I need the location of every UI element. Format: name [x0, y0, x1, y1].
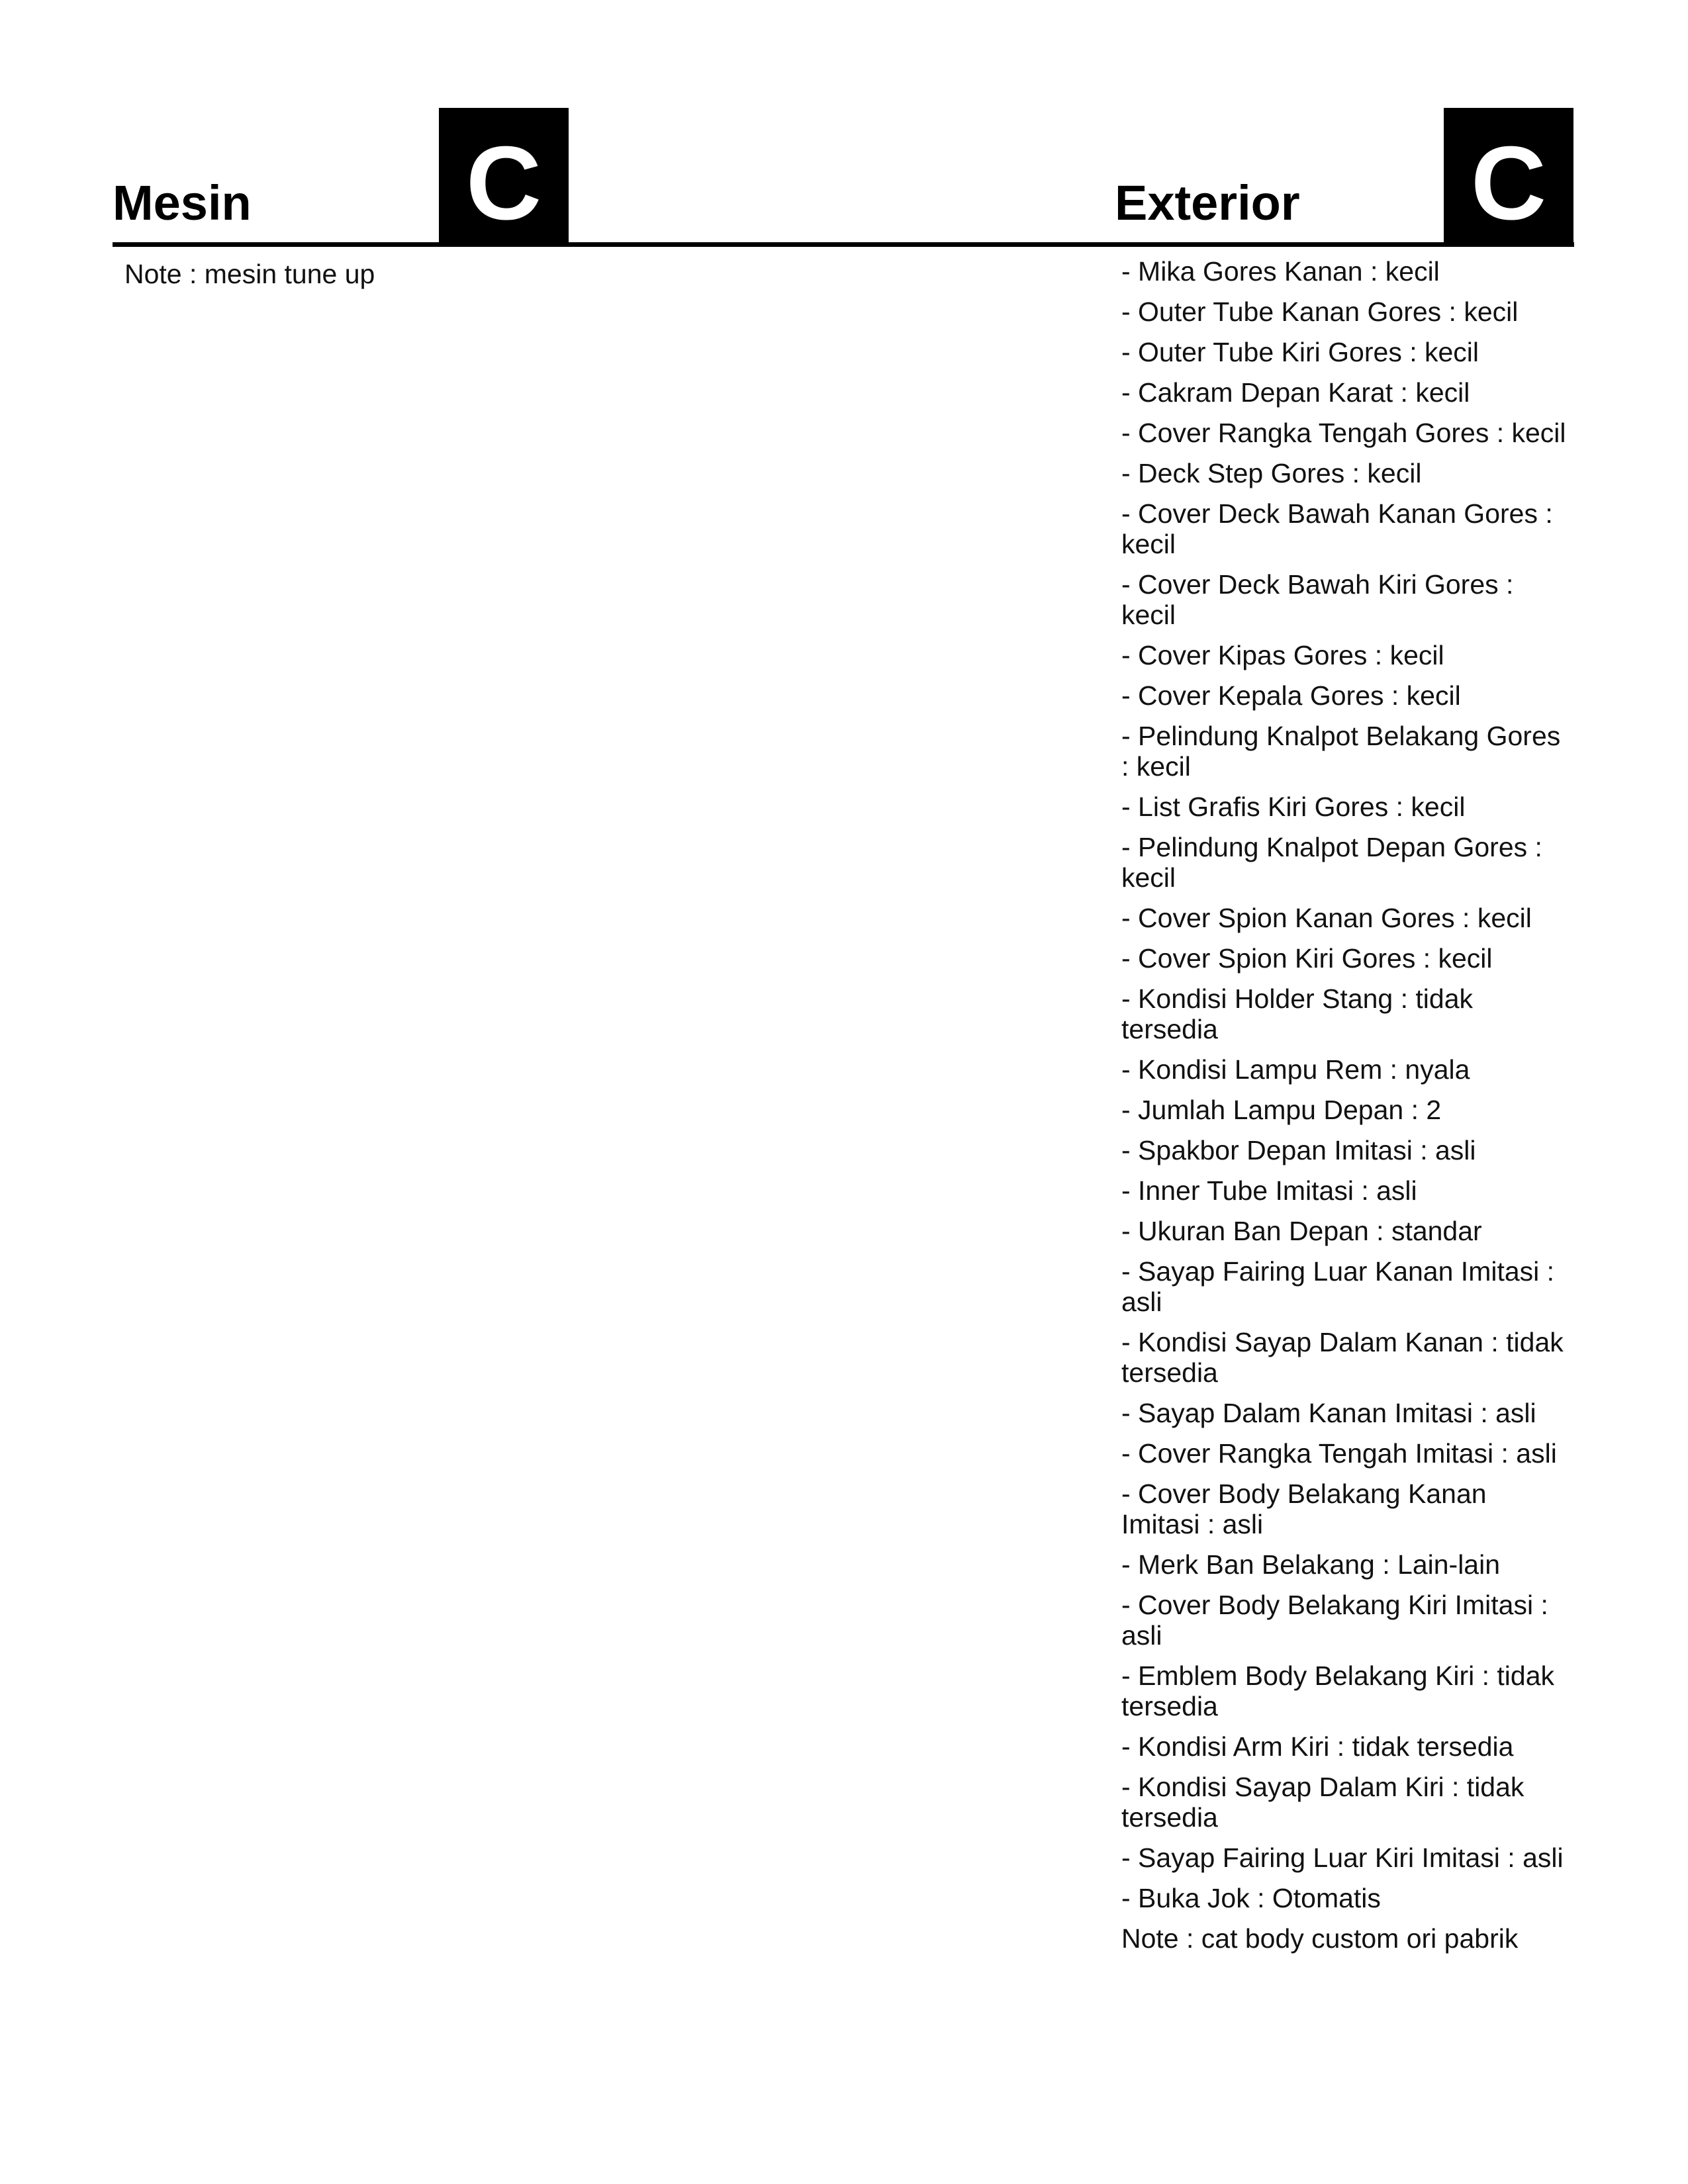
mesin-title: Mesin [113, 175, 252, 230]
list-item: - Ukuran Ban Depan : standar [1121, 1216, 1482, 1246]
exterior-title: Exterior [1115, 175, 1300, 230]
list-item: - Cover Deck Bawah Kiri Gores : kecil [1121, 569, 1514, 630]
header-divider [113, 242, 1574, 247]
list-item: - Kondisi Sayap Dalam Kiri : tidak tersedia [1121, 1772, 1524, 1833]
exterior-note: Note : cat body custom ori pabrik [1121, 1923, 1519, 1954]
list-item: - Mika Gores Kanan : kecil [1121, 256, 1440, 287]
list-item: - Merk Ban Belakang : Lain-lain [1121, 1549, 1501, 1580]
exterior-grade-badge: C [1444, 108, 1573, 247]
list-item: - Cover Rangka Tengah Gores : kecil [1121, 418, 1566, 448]
list-item: - Kondisi Sayap Dalam Kanan : tidak tersedia [1121, 1327, 1564, 1388]
list-item: - Cover Body Belakang Kiri Imitasi : asli [1121, 1590, 1548, 1651]
list-item: - Cover Kepala Gores : kecil [1121, 680, 1461, 711]
list-item: - Cover Kipas Gores : kecil [1121, 640, 1444, 670]
list-item: - Outer Tube Kiri Gores : kecil [1121, 337, 1479, 367]
list-item: - Pelindung Knalpot Belakang Gores : kecil [1121, 721, 1561, 782]
list-item: - Kondisi Arm Kiri : tidak tersedia [1121, 1731, 1514, 1762]
list-item: - Spakbor Depan Imitasi : asli [1121, 1135, 1476, 1165]
list-item: - Cover Deck Bawah Kanan Gores : kecil [1121, 498, 1553, 559]
list-item: - Kondisi Lampu Rem : nyala [1121, 1054, 1470, 1085]
list-item: - Outer Tube Kanan Gores : kecil [1121, 296, 1519, 327]
list-item: - Emblem Body Belakang Kiri : tidak tersedia [1121, 1661, 1554, 1721]
list-item: - Cover Body Belakang Kanan Imitasi : asli [1121, 1479, 1487, 1539]
list-item: - Kondisi Holder Stang : tidak tersedia [1121, 983, 1473, 1044]
list-item: - Cakram Depan Karat : kecil [1121, 377, 1470, 408]
list-item: - Deck Step Gores : kecil [1121, 458, 1422, 488]
list-item: - Cover Spion Kanan Gores : kecil [1121, 903, 1532, 933]
list-item: - Cover Spion Kiri Gores : kecil [1121, 943, 1493, 974]
exterior-list [1121, 256, 1571, 1964]
list-item: - Sayap Fairing Luar Kanan Imitasi : asli [1121, 1256, 1555, 1317]
list-item: - List Grafis Kiri Gores : kecil [1121, 792, 1466, 822]
mesin-grade-badge: C [439, 108, 569, 247]
list-item: - Jumlah Lampu Depan : 2 [1121, 1095, 1442, 1125]
list-item: - Cover Rangka Tengah Imitasi : asli [1121, 1438, 1557, 1469]
mesin-note: Note : mesin tune up [124, 259, 375, 289]
list-item: - Sayap Fairing Luar Kiri Imitasi : asli [1121, 1843, 1564, 1873]
list-item: - Sayap Dalam Kanan Imitasi : asli [1121, 1398, 1536, 1428]
list-item: - Buka Jok : Otomatis [1121, 1883, 1381, 1913]
list-item: - Inner Tube Imitasi : asli [1121, 1175, 1417, 1206]
list-item: - Pelindung Knalpot Depan Gores : kecil [1121, 832, 1542, 893]
